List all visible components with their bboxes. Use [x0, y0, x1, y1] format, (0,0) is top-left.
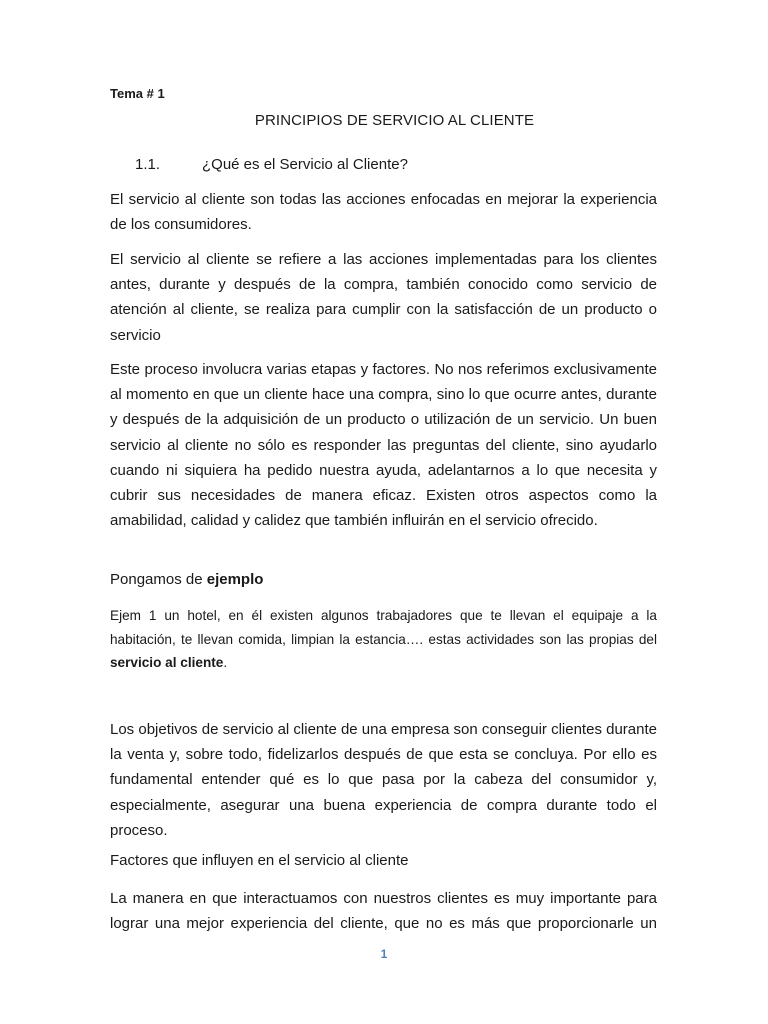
- paragraph-objectives: Los objetivos de servicio al cliente de una empresa son conseguir clientes durante la venta y, sobre todo, fidelizarlos después de que esta se concluya. Por ello es fundamental entender qué es lo que pasa por la cabeza del consumidor y, especialmente, asegurar una buena experiencia de compra durante todo el proceso.: [110, 721, 657, 839]
- section-title: ¿Qué es el Servicio al Cliente?: [202, 156, 408, 173]
- example-heading-text: Pongamos de: [110, 571, 207, 588]
- paragraph-1: El servicio al cliente son todas las acciones enfocadas en mejorar la experiencia de los consumidores.: [110, 191, 657, 234]
- page-number: 1: [380, 947, 388, 961]
- paragraph-3: Este proceso involucra varias etapas y factores. No nos referimos exclusivamente al momento en que un cliente hace una compra, sino lo que ocurre antes, durante y después de la adquisición de un producto o utilización de un servicio. Un buen servicio al cliente no sólo es responder las preguntas del cliente, sino ayudarlo cuando ni siquiera ha pedido nuestra ayuda, adelantarnos a lo que necesita y cubrir sus necesidades de manera eficaz. Existen otros aspectos como la amabilidad, calidad y calidez que también influirán en el servicio ofrecido.: [110, 361, 657, 530]
- section-number: 1.1.: [135, 156, 161, 173]
- example-heading-bold: ejemplo: [206, 571, 264, 588]
- factors-heading: Factores que influyen en el servicio al cliente: [110, 852, 409, 869]
- paragraph-2: El servicio al cliente se refiere a las acciones implementadas para los clientes antes, durante y después de la compra, también conocido como servicio de atención al cliente, se realiza para cumplir con la satisfacción de un producto o servicio: [110, 251, 657, 344]
- topic-label: Tema # 1: [110, 86, 165, 101]
- example-heading: [110, 571, 657, 588]
- document-title: PRINCIPIOS DE SERVICIO AL CLIENTE: [254, 112, 535, 129]
- example-paragraph: [110, 604, 657, 675]
- example-text: Ejem 1 un hotel, en él existen algunos trabajadores que te llevan el equipaje a la habitación, te llevan comida, limpian la estancia…. estas actividades son las propias del: [110, 608, 657, 647]
- example-text-bold: servicio al cliente: [110, 655, 224, 670]
- paragraph-factors: La manera en que interactuamos con nuestros clientes es muy importante para lograr una mejor experiencia del cliente, que no es más que proporcionarle un: [110, 890, 657, 933]
- example-text-end: .: [223, 655, 228, 670]
